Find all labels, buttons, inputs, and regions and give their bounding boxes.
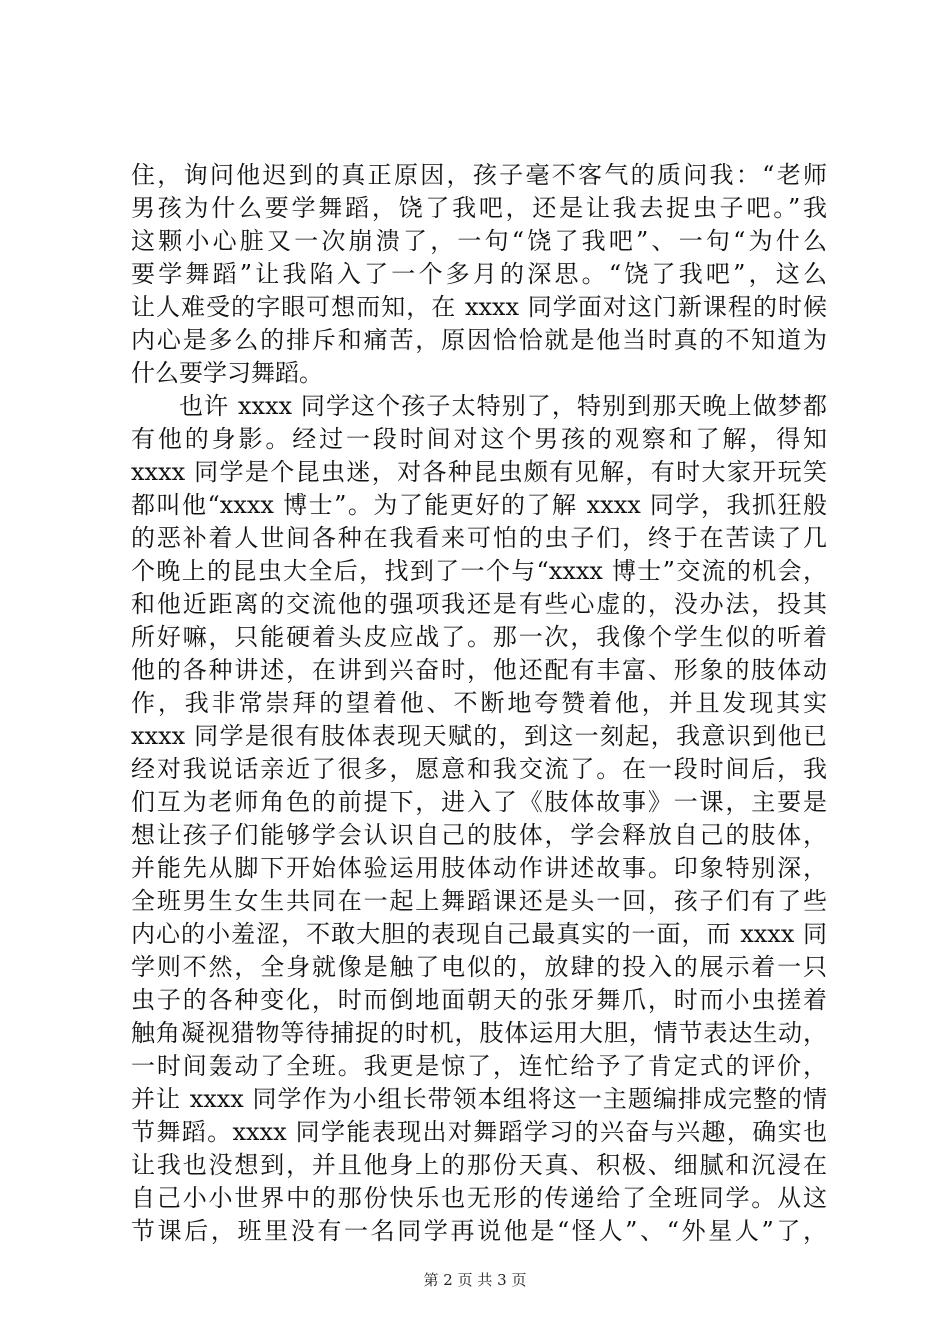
text-line: 的恶补着人世间各种在我看来可怕的虫子们，终于在苦读了几 [131, 524, 827, 552]
text-line: 自己小小世界中的那份快乐也无形的传递给了全班同学。从这 [131, 1184, 827, 1212]
text-line: 都叫他“xxxx 博士”。为了能更好的了解 xxxx 同学，我抓狂般 [131, 491, 827, 519]
text-line: 节舞蹈。xxxx 同学能表现出对舞蹈学习的兴奋与兴趣，确实也 [131, 1118, 827, 1146]
text-line: 全班男生女生共同在一起上舞蹈课还是头一回，孩子们有了些 [131, 887, 827, 915]
text-line: 要学舞蹈”让我陷入了一个多月的深思。“饶了我吧”，这么 [131, 260, 827, 288]
text-line: 想让孩子们能够学会认识自己的肢体，学会释放自己的肢体， [131, 821, 827, 849]
text-line: 他的各种讲述，在讲到兴奋时，他还配有丰富、形象的肢体动 [131, 656, 827, 684]
text-line: 并让 xxxx 同学作为小组长带领本组将这一主题编排成完整的情 [131, 1085, 827, 1113]
text-line: 有他的身影。经过一段时间对这个男孩的观察和了解，得知 [131, 425, 827, 453]
text-line: 什么要学习舞蹈。 [131, 359, 323, 387]
text-line: xxxx 同学是个昆虫迷，对各种昆虫颇有见解，有时大家开玩笑 [131, 458, 827, 486]
text-line: 这颗小心脏又一次崩溃了，一句“饶了我吧”、一句“为什么 [131, 227, 827, 255]
text-line: 并能先从脚下开始体验运用肢体动作讲述故事。印象特别深， [131, 854, 827, 882]
text-line: 让人难受的字眼可想而知，在 xxxx 同学面对这门新课程的时候 [131, 293, 827, 321]
text-line: 们互为老师角色的前提下，进入了《肢体故事》一课，主要是 [131, 788, 827, 816]
text-line: 男孩为什么要学舞蹈，饶了我吧，还是让我去捉虫子吧。”我 [131, 194, 827, 222]
text-line: 一时间轰动了全班。我更是惊了，连忙给予了肯定式的评价， [131, 1052, 827, 1080]
text-line: 和他近距离的交流他的强项我还是有些心虚的，没办法，投其 [131, 590, 827, 618]
text-line: xxxx 同学是很有肢体表现天赋的，到这一刻起，我意识到他已 [131, 722, 827, 750]
text-line: 学则不然，全身就像是触了电似的，放肆的投入的展示着一只 [131, 953, 827, 981]
page-number-footer: 第 2 页 共 3 页 [423, 1271, 527, 1289]
text-line: 所好嘛，只能硬着头皮应战了。那一次，我像个学生似的听着 [131, 623, 827, 651]
text-line: 个晚上的昆虫大全后，找到了一个与“xxxx 博士”交流的机会， [131, 557, 827, 585]
text-line: 节课后，班里没有一名同学再说他是“怪人”、“外星人”了， [131, 1217, 827, 1245]
text-line: 虫子的各种变化，时而倒地面朝天的张牙舞爪，时而小虫搓着 [131, 986, 827, 1014]
text-line: 内心的小羞涩，不敢大胆的表现自己最真实的一面，而 xxxx 同 [131, 920, 827, 948]
paragraph-start-line: 也许 xxxx 同学这个孩子太特别了，特别到那天晚上做梦都 [179, 392, 827, 420]
text-line: 触角凝视猎物等待捕捉的时机，肢体运用大胆，情节表达生动， [131, 1019, 827, 1047]
text-line: 住，询问他迟到的真正原因，孩子毫不客气的质问我：“老师 [131, 161, 827, 189]
text-line: 让我也没想到，并且他身上的那份天真、积极、细腻和沉浸在 [131, 1151, 827, 1179]
text-line: 经对我说话亲近了很多，愿意和我交流了。在一段时间后，我 [131, 755, 827, 783]
text-line: 作，我非常崇拜的望着他、不断地夸赞着他，并且发现其实 [131, 689, 827, 717]
text-line: 内心是多么的排斥和痛苦，原因恰恰就是他当时真的不知道为 [131, 326, 827, 354]
